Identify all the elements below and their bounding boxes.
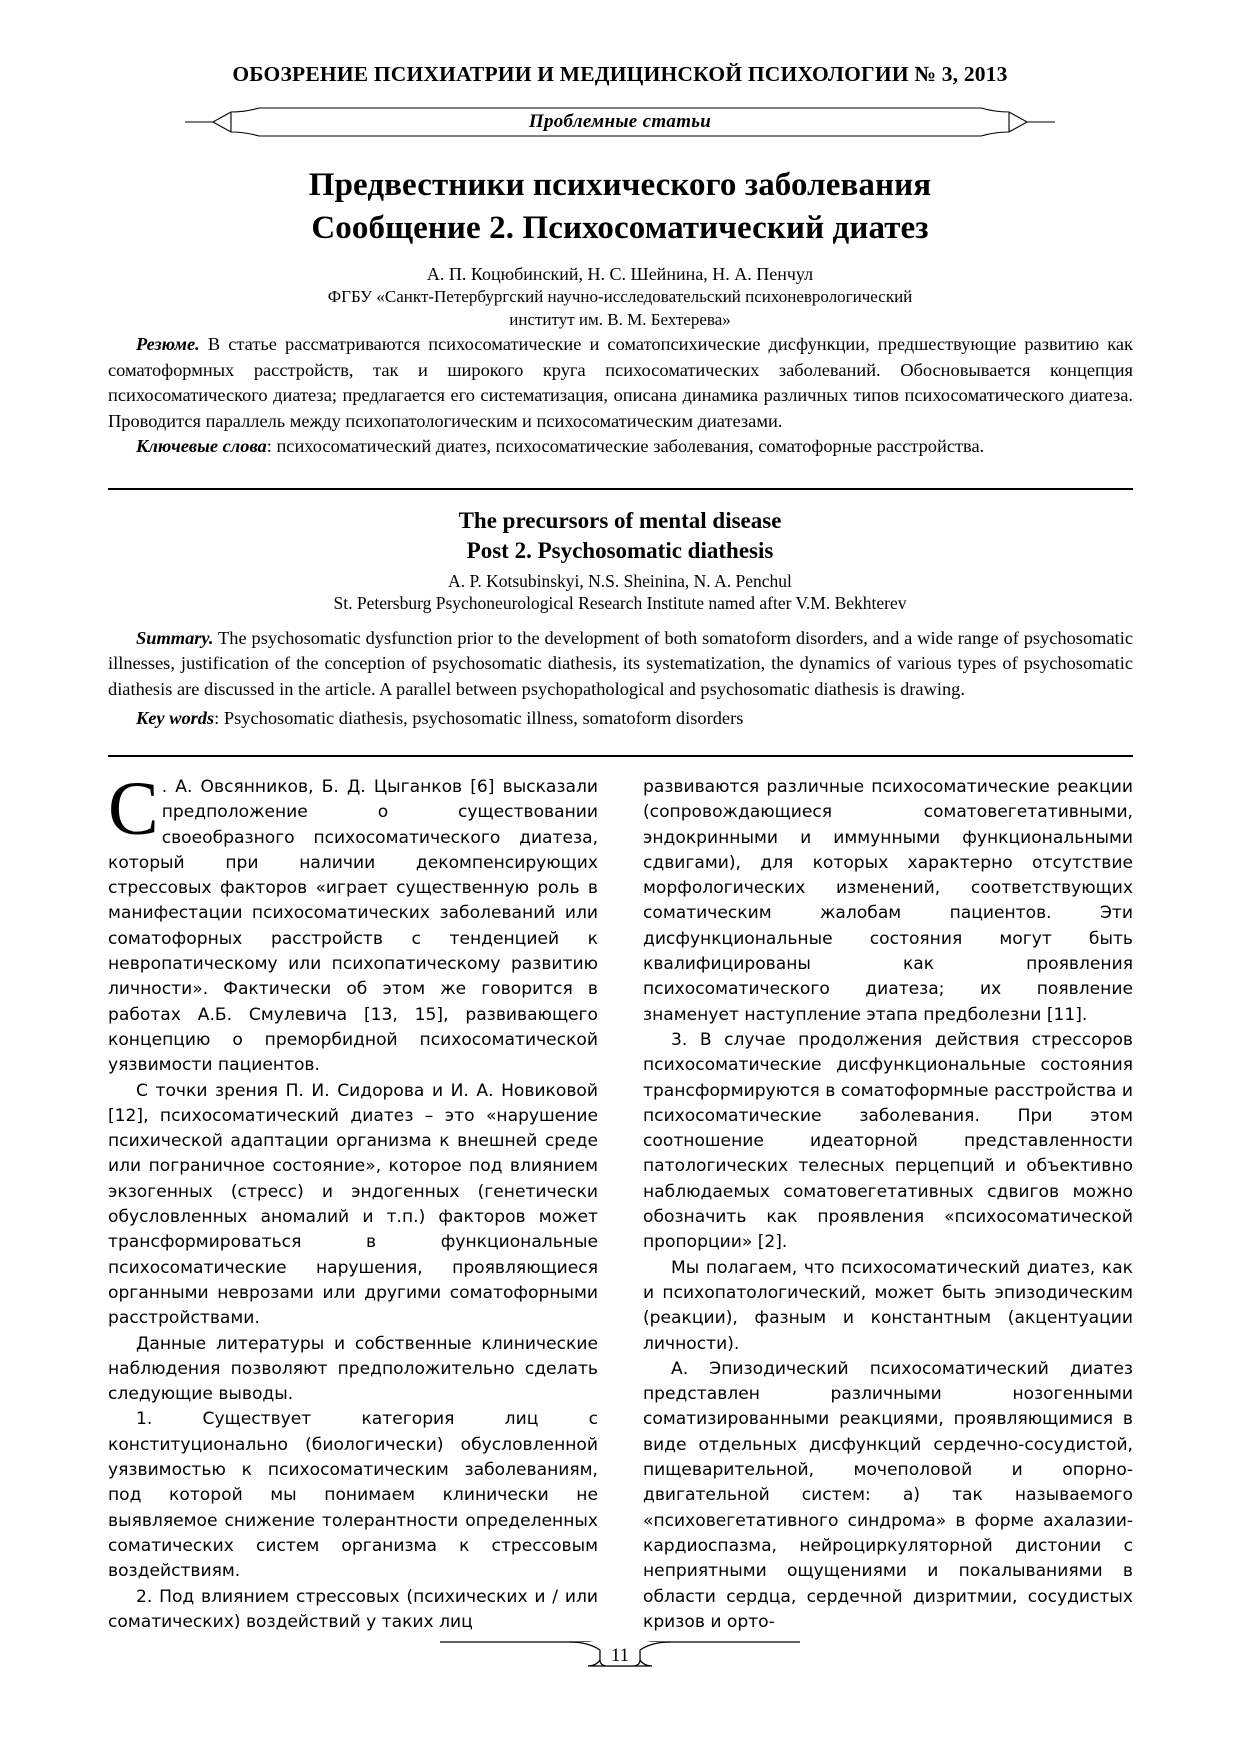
divider-rule-bottom bbox=[108, 755, 1133, 757]
divider-rule-top bbox=[108, 488, 1133, 490]
keywords-en-text: : Psychosomatic diathesis, psychosomatic illness, somatoform disorders bbox=[214, 708, 744, 728]
keywords-ru bbox=[108, 434, 1133, 460]
abstract-ru-label: Резюме. bbox=[136, 334, 200, 354]
page-title bbox=[110, 164, 1130, 250]
affiliation-en: St. Petersburg Psychoneurological Research Institute named after V.M. Bekhterev bbox=[333, 593, 907, 613]
drop-cap: С bbox=[108, 767, 159, 851]
title-ru-line-2: Сообщение 2. Психосоматический диатез bbox=[311, 210, 929, 246]
affiliation-ru-line-1: ФГБУ «Санкт-Петербургский научно-исследовательский психоневрологический bbox=[327, 287, 913, 306]
body-columns bbox=[108, 767, 1133, 1632]
affiliation-ru bbox=[110, 285, 1130, 331]
keywords-ru-label: Ключевые слова bbox=[136, 436, 267, 456]
affiliation-ru-line-2: институт им. В. М. Бехтерева» bbox=[509, 310, 731, 329]
body-paragraph: С точки зрения П. И. Сидорова и И. А. Новиковой [12], психосоматический диатез – это «нарушение психической адаптации организма к внешней среде или пограничное состояние», которое под влиянием экзогенных (стресс) и эндогенных (генетически обусловленных аномалий и т.п.) факторов может трансформироваться в функциональные психосоматические нарушения, проявляющиеся органными неврозами или другими соматофорными расстройствами. bbox=[108, 1080, 598, 1329]
title-ru-line-1: Предвестники психического заболевания bbox=[308, 167, 932, 203]
authors-ru: А. П. Коцюбинский, Н. С. Шейнина, Н. А. Пенчул bbox=[426, 264, 814, 284]
body-paragraph: А. Эпизодический психосоматический диатез представлен различными нозогенными соматизированными реакциями, проявляющимися в виде отдельных дисфункций сердечно-сосудистой, пищеварительной, мочеполовой и опорно-двигательной систем: а) так называемого «психовегетативного синдрома» в форме ахалазии-кардиоспазма, нейроциркуляторной дистонии с неприятными ощущениями и покалываниями в области сердца, сердечной дизритмии, сосудистых кризов и орто- bbox=[643, 1358, 1133, 1632]
body-paragraph: 3. В случае продолжения действия стрессоров психосоматические дисфункциональные состояния трансформируются в соматоформные расстройства и психосоматические заболевания. При этом соотношение идеаторной представленности патологических телесных перцепций и объективно наблюдаемых соматовегетативных сдвигов можно обозначить как проявления «психосоматической пропорции» [2]. bbox=[643, 1029, 1133, 1253]
body-paragraph: 2. Под влиянием стрессовых (психических и / или соматических) воздействий у таких лиц bbox=[108, 1586, 598, 1632]
abstract-ru bbox=[108, 332, 1133, 434]
body-paragraph: 1. Существует категория лиц с конституционально (биологически) обусловленной уязвимостью к психосоматическим заболеваниям, под которой мы понимаем клинически не выявляемое снижение толерантности определенных соматических систем организма к стрессовым воздействиям. bbox=[108, 1409, 598, 1582]
body-column-left bbox=[108, 767, 598, 1632]
body-paragraph-text: . А. Овсянников, Б. Д. Цыганков [6] высказали предположение о существовании своеобразного психосоматического диатеза, который при наличии декомпенсирующих стрессовых факторов «играет существенную роль в манифестации психосоматических заболеваний или соматофорных расстройств с тенденцией к невропатическому или психопатическому развитию личности». Фактически об этом же говорится в работах А.Б. Смулевича [13, 15], развивающего концепцию о преморбидной психосоматической уязвимости пациентов. bbox=[108, 777, 598, 1076]
keywords-en-label: Key words bbox=[136, 708, 215, 728]
body-paragraph: Мы полагаем, что психосоматический диатез, как и психопатологический, может быть эпизодическим (реакции), фазным и константным (акцентуации личности). bbox=[643, 1257, 1133, 1354]
authors-en: A. P. Kotsubinskyi, N.S. Sheinina, N. A. Penchul bbox=[448, 571, 792, 591]
abstract-en-text: The psychosomatic dysfunction prior to the development of both somatoform disorders, and a wide range of psychosomatic illnesses, justification of the conception of psychosomatic diathesis, its systematization, the dynamics of various types of psychosomatic diathesis are discussed in the article. A parallel between psychopathological and psychosomatic diathesis is drawing. bbox=[108, 628, 1133, 699]
keywords-en bbox=[108, 706, 1133, 731]
body-paragraph: Данные литературы и собственные клинические наблюдения позволяют предположительно сделать следующие выводы. bbox=[108, 1333, 598, 1405]
running-head: ОБОЗРЕНИЕ ПСИХИАТРИИ И МЕДИЦИНСКОЙ ПСИХОЛОГИИ № 3, 2013 bbox=[232, 62, 1008, 86]
title-en bbox=[110, 506, 1130, 566]
keywords-ru-text: : психосоматический диатез, психосоматические заболевания, соматофорные расстройства. bbox=[266, 436, 985, 456]
title-en-line-2: Post 2. Psychosomatic diathesis bbox=[466, 538, 774, 563]
body-column-right bbox=[643, 775, 1133, 1632]
section-banner bbox=[185, 104, 1055, 140]
abstract-en bbox=[108, 626, 1133, 702]
body-paragraph: развиваются различные психосоматические реакции (сопровождающиеся соматовегетативными, эндокринными и иммунными функциональными сдвигами), для которых характерно отсутствие морфологических изменений, соответствующих соматическим жалобам пациентов. Эти дисфункциональные состояния могут быть квалифицированы как проявления психосоматического диатеза; их появление знаменует наступление этапа предболезни [11]. bbox=[643, 777, 1133, 1025]
banner-label: Проблемные статьи bbox=[528, 111, 712, 132]
abstract-en-label: Summary. bbox=[136, 628, 214, 648]
abstract-ru-text: В статье рассматриваются психосоматические и соматопсихические дисфункции, предшествующие развитию как соматоформных расстройств, так и широкого круга психосоматических заболеваний. Обосновывается концепция психосоматического диатеза; предлагается его систематизация, описана динамика различных типов психосоматического диатеза. Проводится параллель между психопатологическим и психосоматическим диатезами. bbox=[108, 334, 1133, 431]
page-footer bbox=[110, 1638, 1130, 1674]
title-en-line-1: The precursors of mental disease bbox=[458, 508, 782, 533]
page-number: 11 bbox=[610, 1645, 630, 1666]
body-paragraph bbox=[108, 767, 598, 1079]
